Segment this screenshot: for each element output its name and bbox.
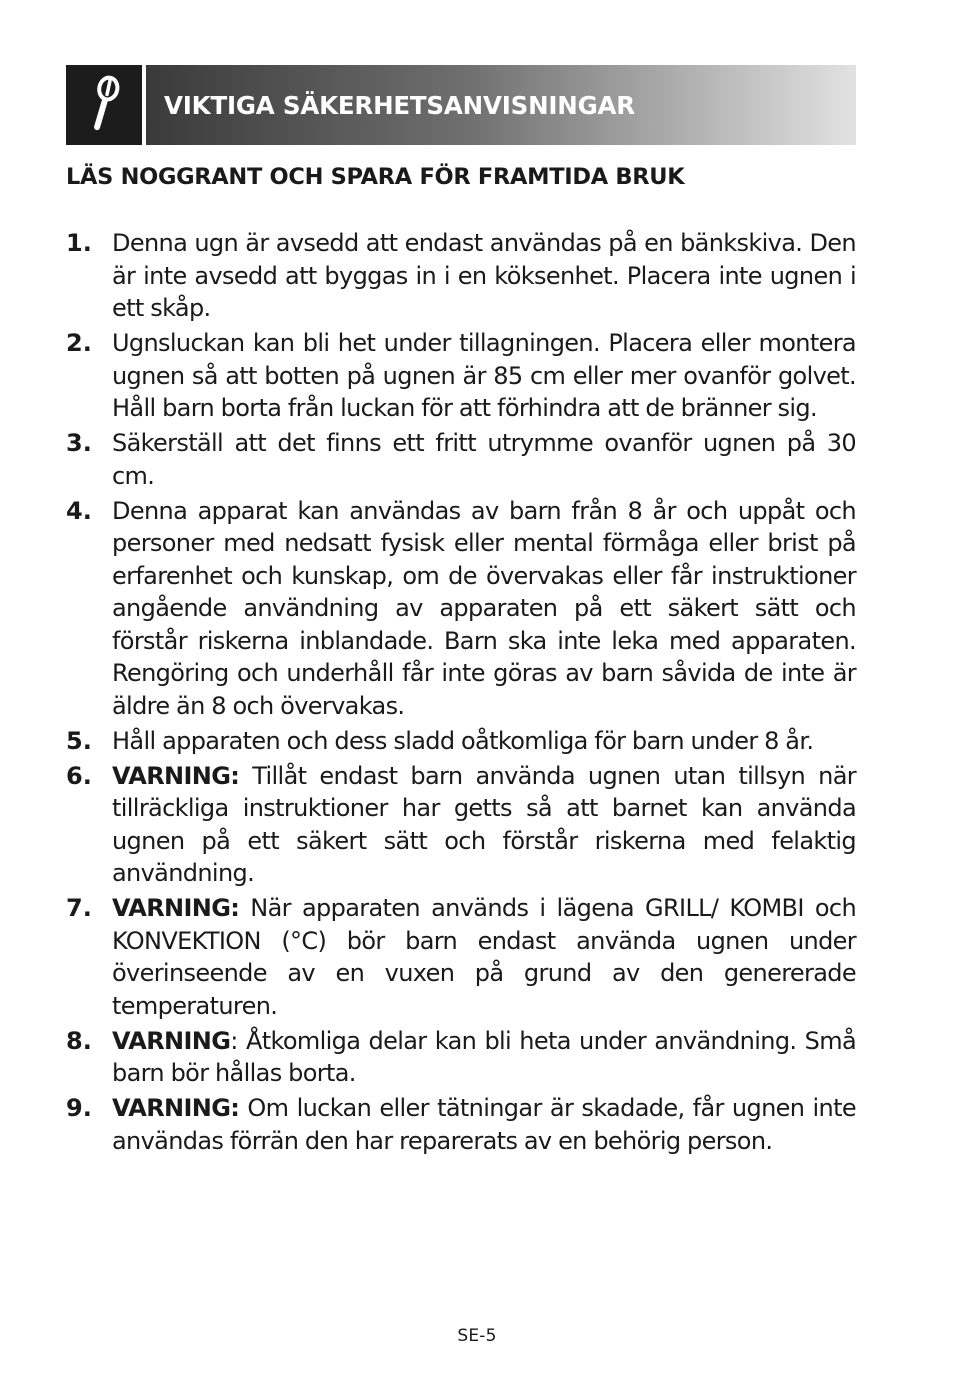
warning-label: VARNING: xyxy=(112,1094,240,1122)
item-number: 6. xyxy=(66,761,92,790)
warning-label: VARNING: xyxy=(112,761,240,790)
list-item xyxy=(66,1092,856,1157)
item-text xyxy=(112,427,856,492)
item-text xyxy=(112,725,856,758)
warning-label: VARNING xyxy=(112,1026,231,1055)
item-text xyxy=(112,892,856,1022)
list-item xyxy=(66,427,856,492)
item-body: Ugnsluckan kan bli het under tillagningen. Placera eller montera ugnen så att botten på ugnen är 85 cm eller mer ovanför golvet. Håll barn borta från luckan för att förhindra att de bränner sig. xyxy=(112,329,856,422)
item-text xyxy=(112,495,856,723)
page-number: SE-5 xyxy=(457,1326,497,1346)
list-item xyxy=(66,495,856,723)
item-number: 2. xyxy=(66,329,92,357)
exclamation-info-icon xyxy=(66,65,142,145)
item-text xyxy=(112,1025,856,1090)
item-text xyxy=(112,1092,856,1157)
section-header xyxy=(66,65,856,145)
item-body: Håll apparaten och dess sladd oåtkomliga för barn under 8 år. xyxy=(112,726,814,755)
item-text xyxy=(112,227,856,325)
item-body: Om luckan eller tätningar är skadade, får ugnen inte användas förrän den har reparerats av en behörig person. xyxy=(112,1094,856,1155)
item-number: 1. xyxy=(66,229,92,257)
list-item xyxy=(66,725,856,758)
list-item xyxy=(66,1025,856,1090)
list-item xyxy=(66,760,856,890)
list-item xyxy=(66,892,856,1022)
item-number: 9. xyxy=(66,1094,92,1122)
item-text xyxy=(112,327,856,425)
warning-label: VARNING: xyxy=(112,894,240,922)
page-subtitle: LÄS NOGGRANT OCH SPARA FÖR FRAMTIDA BRUK xyxy=(66,164,685,190)
item-body: Säkerställ att det finns ett fritt utrymme ovanför ugnen på 30 cm. xyxy=(112,429,856,490)
list-item xyxy=(66,227,856,325)
item-number: 4. xyxy=(66,496,92,525)
item-number: 5. xyxy=(66,726,92,755)
item-number: 7. xyxy=(66,894,92,922)
safety-instructions-list xyxy=(66,227,856,1160)
list-item xyxy=(66,327,856,425)
item-number: 3. xyxy=(66,429,92,457)
item-body: När apparaten används i lägena GRILL/ KOMBI och KONVEKTION (°C) bör barn endast använda ugnen under överinseende av en vuxen på grund av den genererade temperaturen. xyxy=(112,894,856,1020)
item-body: Denna ugn är avsedd att endast användas på en bänkskiva. Den är inte avsedd att byggas in i en köksenhet. Placera inte ugnen i ett skåp. xyxy=(112,229,856,322)
item-body: Denna apparat kan användas av barn från 8 år och uppåt och personer med nedsatt fysisk eller mental förmåga eller brist på erfarenhet och kunskap, om de övervakas eller får instruktioner angående användning av apparaten på ett säkert sätt och förstår riskerna inblandade. Barn ska inte leka med apparaten. Rengöring och underhåll får inte göras av barn såvida de inte är äldre än 8 och övervakas. xyxy=(112,496,856,720)
item-body: : Åtkomliga delar kan bli heta under användning. Små barn bör hållas borta. xyxy=(112,1026,856,1087)
item-text xyxy=(112,760,856,890)
item-body: Tillåt endast barn använda ugnen utan tillsyn när tillräckliga instruktioner har getts så att barnet kan använda ugnen på ett säkert sätt och förstår riskerna med felaktig användning. xyxy=(112,761,856,887)
section-title: VIKTIGA SÄKERHETSANVISNINGAR xyxy=(164,90,635,120)
item-number: 8. xyxy=(66,1026,92,1055)
banner-title-box xyxy=(146,65,856,145)
